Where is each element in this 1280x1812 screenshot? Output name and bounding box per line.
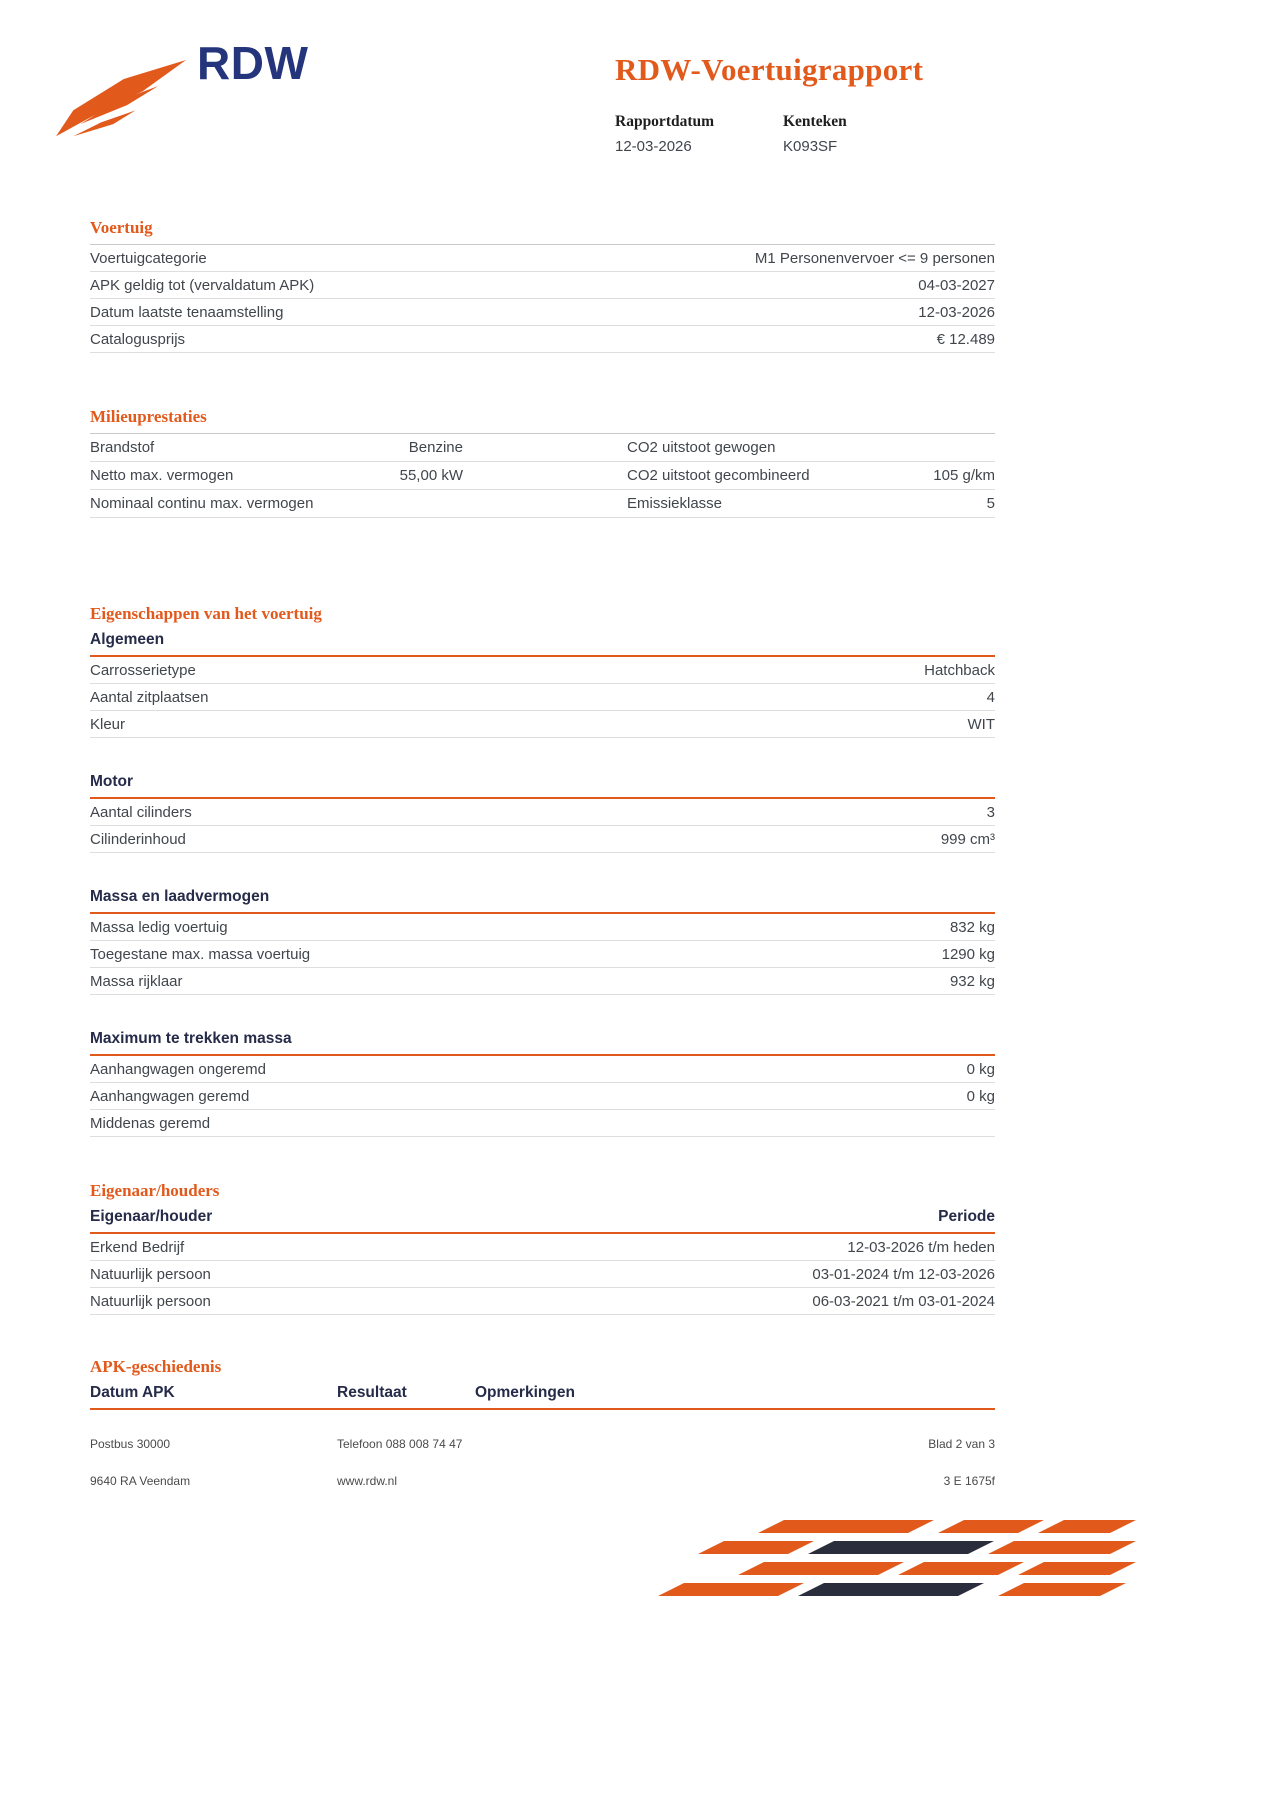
- field-label: Catalogusprijs: [90, 330, 186, 348]
- section-heading-eigenschappen: Eigenschappen van het voertuig: [90, 604, 322, 623]
- field-label: Aantal cilinders: [90, 803, 192, 821]
- field-value: 04-03-2027: [918, 276, 995, 294]
- table-row: [90, 1234, 995, 1261]
- field-label: APK geldig tot (vervaldatum APK): [90, 276, 315, 294]
- field-label: Voertuigcategorie: [90, 249, 207, 267]
- license-plate-label: Kenteken: [783, 113, 847, 130]
- table-row: [90, 657, 995, 684]
- field-label: Aantal zitplaatsen: [90, 688, 209, 706]
- field-label: Cilinderinhoud: [90, 830, 186, 848]
- owner-period: 03-01-2024 t/m 12-03-2026: [812, 1265, 995, 1283]
- trekken-rows: [90, 1056, 995, 1137]
- footer-row: [90, 1437, 995, 1451]
- table-row: [90, 1083, 995, 1110]
- owner-table-header: [90, 1207, 995, 1234]
- subsection-heading-massa: Massa en laadvermogen: [90, 887, 995, 914]
- field-value: 0 kg: [966, 1087, 995, 1105]
- field-value: 3: [986, 803, 995, 821]
- field-value: 0 kg: [966, 1060, 995, 1078]
- field-value: 999 cm³: [940, 830, 995, 848]
- subsection-heading-motor: Motor: [90, 772, 995, 799]
- field-label: CO2 uitstoot gecombineerd: [627, 467, 810, 484]
- footer-address-line2: 9640 RA Veendam: [90, 1474, 191, 1488]
- owner-rows: [90, 1234, 995, 1315]
- field-label: Toegestane max. massa voertuig: [90, 945, 311, 963]
- subsection-massa: [90, 887, 995, 995]
- column-header-resultaat: Resultaat: [337, 1384, 407, 1401]
- field-label: Massa ledig voertuig: [90, 918, 228, 936]
- table-row: [90, 462, 995, 490]
- field-value: 5: [986, 495, 995, 512]
- field-value: Hatchback: [924, 661, 995, 679]
- table-row: [90, 684, 995, 711]
- table-row: [90, 272, 995, 299]
- subsection-heading-algemeen: Algemeen: [90, 630, 995, 657]
- table-row: [90, 245, 995, 272]
- field-value: Benzine: [408, 439, 463, 456]
- field-value: 832 kg: [949, 918, 995, 936]
- table-row: [90, 914, 995, 941]
- field-value: 12-03-2026: [918, 303, 995, 321]
- field-label: Massa rijklaar: [90, 972, 183, 990]
- report-date-value: 12-03-2026: [615, 138, 692, 155]
- field-label: Aanhangwagen ongeremd: [90, 1060, 266, 1078]
- owner-period: 12-03-2026 t/m heden: [847, 1238, 995, 1256]
- subsection-trekken: [90, 1029, 995, 1137]
- field-value: WIT: [967, 715, 995, 733]
- subsection-motor: [90, 772, 995, 853]
- massa-rows: [90, 914, 995, 995]
- section-voertuig: [90, 218, 995, 353]
- section-milieuprestaties: [90, 407, 995, 518]
- report-content: [90, 0, 995, 1410]
- section-eigenschappen: [90, 604, 995, 1137]
- field-label: CO2 uitstoot gewogen: [627, 439, 776, 456]
- section-apk-geschiedenis: [90, 1357, 995, 1410]
- field-label: Datum laatste tenaamstelling: [90, 303, 284, 321]
- apk-table-header: [90, 1383, 995, 1410]
- table-row: [90, 299, 995, 326]
- field-value: € 12.489: [936, 330, 995, 348]
- license-plate-value: K093SF: [783, 138, 838, 155]
- rdw-logo-text: RDW: [197, 37, 309, 89]
- footer-phone: Telefoon 088 008 74 47: [337, 1437, 463, 1451]
- field-value: 932 kg: [949, 972, 995, 990]
- section-heading-apk: APK-geschiedenis: [90, 1357, 222, 1376]
- report-date-label: Rapportdatum: [615, 113, 715, 130]
- table-row: [90, 1261, 995, 1288]
- column-header-datum-apk: Datum APK: [90, 1384, 175, 1401]
- table-row: [90, 826, 995, 853]
- field-value: M1 Personenvervoer <= 9 personen: [754, 249, 995, 267]
- owner-period: 06-03-2021 t/m 03-01-2024: [812, 1292, 995, 1310]
- field-label: Carrosserietype: [90, 661, 196, 679]
- subsection-algemeen: [90, 630, 995, 738]
- table-row: [90, 968, 995, 995]
- section-eigenaar: [90, 1181, 995, 1315]
- footer-document-code: 3 E 1675f: [943, 1474, 995, 1488]
- table-row: [90, 490, 995, 518]
- field-label: Emissieklasse: [627, 495, 723, 512]
- footer-website: www.rdw.nl: [337, 1474, 398, 1488]
- section-heading-voertuig: Voertuig: [90, 218, 153, 237]
- algemeen-rows: [90, 657, 995, 738]
- table-row: [90, 1056, 995, 1083]
- field-value: 55,00 kW: [399, 467, 463, 484]
- voertuig-rows: [90, 244, 995, 353]
- field-label: Kleur: [90, 715, 126, 733]
- subsection-heading-trekken: Maximum te trekken massa: [90, 1029, 995, 1056]
- column-header-owner: Eigenaar/houder: [90, 1208, 213, 1225]
- field-label: Brandstof: [90, 439, 155, 456]
- owner-type: Erkend Bedrijf: [90, 1238, 185, 1256]
- owner-type: Natuurlijk persoon: [90, 1292, 211, 1310]
- table-row: [90, 326, 995, 353]
- footer-row: [90, 1474, 995, 1488]
- field-label: Aanhangwagen geremd: [90, 1087, 250, 1105]
- field-value: 1290 kg: [941, 945, 995, 963]
- section-heading-milieuprestaties: Milieuprestaties: [90, 407, 207, 426]
- section-heading-eigenaar: Eigenaar/houders: [90, 1181, 220, 1200]
- column-header-period: Periode: [938, 1208, 995, 1225]
- page-title: RDW-Voertuigrapport: [615, 52, 924, 87]
- page-footer: [90, 1437, 995, 1511]
- table-row: [90, 434, 995, 462]
- footer-address-line1: Postbus 30000: [90, 1437, 171, 1451]
- field-value: 105 g/km: [933, 467, 995, 484]
- motor-rows: [90, 799, 995, 853]
- table-row: [90, 711, 995, 738]
- table-row: [90, 1288, 995, 1315]
- owner-type: Natuurlijk persoon: [90, 1265, 211, 1283]
- rdw-stripes-decoration-icon: [638, 1520, 1136, 1604]
- field-label: Netto max. vermogen: [90, 467, 234, 484]
- table-row: [90, 941, 995, 968]
- column-header-opmerkingen: Opmerkingen: [475, 1384, 575, 1401]
- table-row: [90, 799, 995, 826]
- field-value: 4: [986, 688, 995, 706]
- footer-page-number: Blad 2 van 3: [928, 1437, 995, 1451]
- milieu-rows: [90, 433, 995, 518]
- field-label: Middenas geremd: [90, 1114, 211, 1132]
- field-label: Nominaal continu max. vermogen: [90, 495, 314, 512]
- table-row: [90, 1110, 995, 1137]
